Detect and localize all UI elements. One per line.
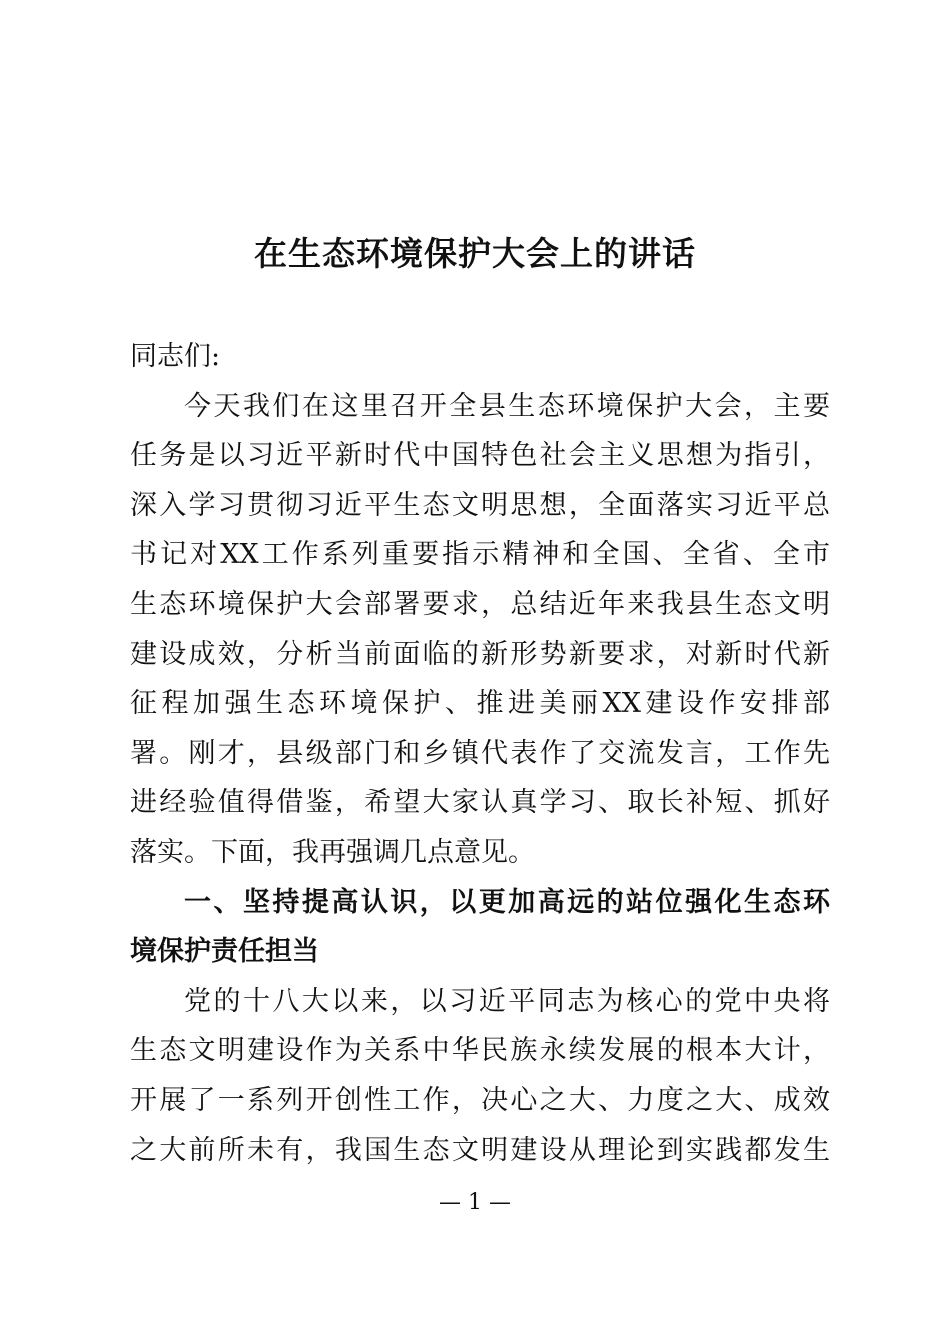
- text-line: 任务是以习近平新时代中国特色社会主义思想为指引，: [130, 440, 830, 472]
- text-line: 书记对XX工作系列重要指示精神和全国、全省、全市: [130, 539, 830, 571]
- text-line: 之大前所未有，我国生态文明建设从理论到实践都发生: [130, 1134, 830, 1166]
- heading-line: 境保护责任担当: [130, 936, 319, 968]
- paragraph-section-1: [130, 977, 830, 1175]
- text-line: 深入学习贯彻习近平生态文明思想，全面落实习近平总: [130, 489, 830, 521]
- text-line: 进经验值得借鉴，希望大家认真学习、取长补短、抓好: [130, 787, 830, 819]
- salutation: 同志们:: [130, 341, 221, 372]
- text-line: 今天我们在这里召开全县生态环境保护大会，主要: [184, 390, 830, 422]
- text-line: 党的十八大以来，以习近平同志为核心的党中央将: [184, 985, 830, 1017]
- heading-line: 一、坚持提高认识，以更加高远的站位强化生态环: [184, 886, 830, 918]
- text-line: 生态文明建设作为关系中华民族永续发展的根本大计，: [130, 1035, 830, 1067]
- text-line: 落实。下面，我再强调几点意见。: [130, 836, 535, 868]
- section-heading-1: [130, 878, 830, 977]
- text-line: 生态环境保护大会部署要求，总结近年来我县生态文明: [130, 588, 830, 620]
- page-number: — 1 —: [439, 1190, 511, 1215]
- text-line: 建设成效，分析当前面临的新形势新要求，对新时代新: [130, 638, 830, 670]
- document-title: 在生态环境保护大会上的讲话: [254, 234, 696, 273]
- text-line: 征程加强生态环境保护、推进美丽XX建设作安排部: [130, 688, 830, 720]
- paragraph-intro: [130, 382, 830, 878]
- text-line: 开展了一系列开创性工作，决心之大、力度之大、成效: [130, 1084, 830, 1116]
- text-line: 署。刚才，县级部门和乡镇代表作了交流发言，工作先: [130, 737, 830, 769]
- document-body: [130, 332, 830, 1175]
